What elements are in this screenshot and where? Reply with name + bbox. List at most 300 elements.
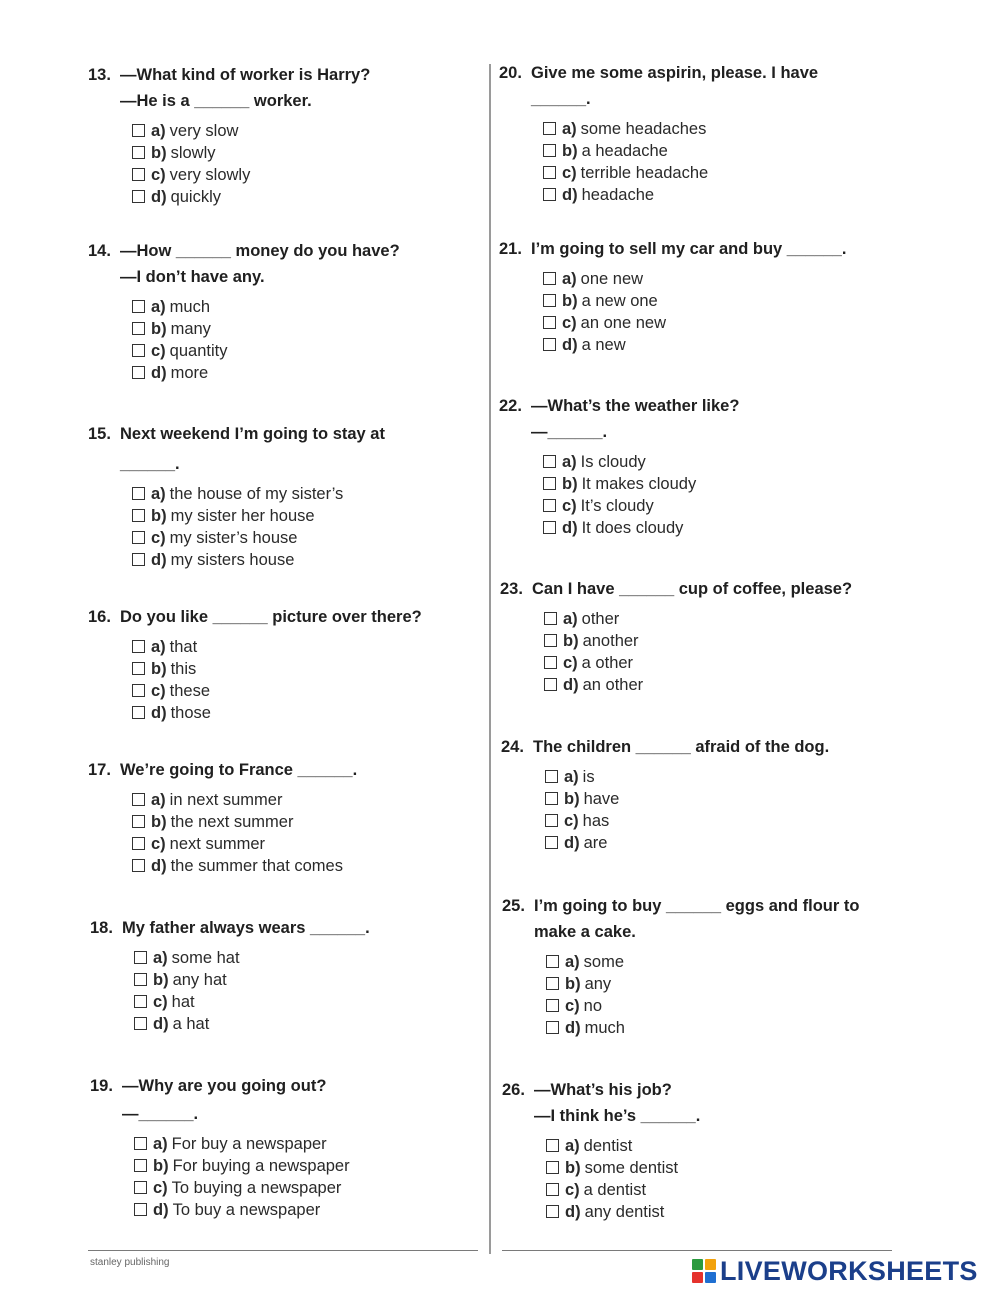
option-text: those: [170, 704, 211, 722]
option-c[interactable]: [132, 164, 370, 186]
question-text: ______.: [120, 455, 180, 473]
question-17: [88, 757, 357, 877]
checkbox-icon[interactable]: [546, 977, 559, 990]
option-letter: a): [153, 949, 168, 967]
checkbox-icon[interactable]: [132, 793, 145, 806]
checkbox-icon[interactable]: [132, 322, 145, 335]
question-text: Do you like ______ picture over there?: [120, 608, 422, 626]
liveworksheets-wordmark: LIVEWORKSHEETS: [720, 1255, 978, 1286]
checkbox-icon[interactable]: [543, 455, 556, 468]
question-number: 24.: [501, 738, 524, 756]
option-a[interactable]: [132, 296, 400, 318]
option-letter: b): [153, 1157, 169, 1175]
option-text: any: [584, 975, 612, 993]
option-c[interactable]: [546, 995, 859, 1017]
option-text: no: [583, 997, 603, 1015]
question-text: make a cake.: [534, 923, 636, 941]
option-a[interactable]: [546, 1135, 700, 1157]
options-list: [543, 268, 846, 356]
option-text: any dentist: [584, 1203, 665, 1221]
checkbox-icon[interactable]: [132, 662, 145, 675]
option-letter: b): [151, 320, 167, 338]
question-text: —I don’t have any.: [120, 268, 265, 286]
option-text: hat: [171, 993, 195, 1011]
options-list: [543, 118, 818, 206]
checkbox-icon[interactable]: [545, 792, 558, 805]
option-text: much: [584, 1019, 625, 1037]
option-text: the next summer: [170, 813, 294, 831]
option-text: next summer: [169, 835, 266, 853]
option-letter: a): [564, 768, 579, 786]
option-text: quickly: [170, 188, 222, 206]
options-list: [546, 1135, 700, 1223]
checkbox-icon[interactable]: [546, 1021, 559, 1034]
option-b[interactable]: [543, 290, 846, 312]
option-text: some: [583, 953, 625, 971]
option-a[interactable]: [546, 951, 859, 973]
option-text: these: [169, 682, 211, 700]
option-text: some hat: [171, 949, 240, 967]
option-text: have: [583, 790, 620, 808]
checkbox-icon[interactable]: [132, 300, 145, 313]
option-d[interactable]: [132, 549, 385, 571]
option-d[interactable]: [546, 1017, 859, 1039]
options-list: [132, 296, 400, 384]
option-letter: a): [151, 485, 166, 503]
option-letter: d): [151, 551, 167, 569]
liveworksheets-logo[interactable]: [692, 1253, 978, 1289]
checkbox-icon[interactable]: [134, 1137, 147, 1150]
option-letter: c): [565, 997, 580, 1015]
checkbox-icon[interactable]: [544, 612, 557, 625]
question-number: 22.: [499, 397, 522, 415]
option-text: my sister her house: [170, 507, 315, 525]
option-letter: a): [151, 791, 166, 809]
checkbox-icon[interactable]: [132, 344, 145, 357]
question-text: —______.: [122, 1105, 199, 1123]
option-d[interactable]: [545, 832, 829, 854]
checkbox-icon[interactable]: [132, 487, 145, 500]
option-letter: b): [153, 971, 169, 989]
question-number: 20.: [499, 64, 522, 82]
option-b[interactable]: [132, 658, 422, 680]
option-letter: c): [151, 835, 166, 853]
checkbox-icon[interactable]: [546, 955, 559, 968]
option-text: some headaches: [580, 120, 707, 138]
option-letter: c): [151, 529, 166, 547]
option-text: this: [170, 660, 197, 678]
question-text: I’m going to sell my car and buy ______.: [531, 240, 847, 258]
option-text: other: [581, 610, 620, 628]
question-text: ______.: [531, 90, 591, 108]
checkbox-icon[interactable]: [543, 499, 556, 512]
option-text: For buy a newspaper: [171, 1135, 327, 1153]
option-text: that: [169, 638, 198, 656]
question-line: [499, 419, 739, 445]
option-text: It’s cloudy: [580, 497, 654, 515]
liveworksheets-logo-icon: [692, 1259, 716, 1283]
checkbox-icon[interactable]: [545, 814, 558, 827]
option-text: a other: [581, 654, 634, 672]
checkbox-icon[interactable]: [543, 188, 556, 201]
option-b[interactable]: [543, 473, 739, 495]
checkbox-icon[interactable]: [546, 999, 559, 1012]
option-text: headache: [581, 186, 655, 204]
question-text: Can I have ______ cup of coffee, please?: [532, 580, 853, 598]
question-number: 17.: [88, 761, 111, 779]
checkbox-icon[interactable]: [134, 1203, 147, 1216]
question-24: [501, 734, 829, 854]
option-d[interactable]: [132, 702, 422, 724]
option-text: are: [583, 834, 608, 852]
option-letter: b): [564, 790, 580, 808]
option-letter: b): [562, 475, 578, 493]
option-c[interactable]: [544, 652, 852, 674]
option-letter: a): [565, 953, 580, 971]
options-list: [543, 451, 739, 539]
checkbox-icon[interactable]: [132, 146, 145, 159]
option-a[interactable]: [543, 268, 846, 290]
question-number: 19.: [90, 1077, 113, 1095]
checkbox-icon[interactable]: [132, 531, 145, 544]
question-line: [90, 1101, 350, 1127]
checkbox-icon[interactable]: [546, 1183, 559, 1196]
question-text: —What kind of worker is Harry?: [120, 66, 371, 84]
options-list: [544, 608, 852, 696]
question-number: 15.: [88, 425, 111, 443]
option-a[interactable]: [544, 608, 852, 630]
question-number: 23.: [500, 580, 523, 598]
option-d[interactable]: [544, 674, 852, 696]
option-letter: a): [151, 638, 166, 656]
option-text: It makes cloudy: [581, 475, 697, 493]
option-c[interactable]: [543, 312, 846, 334]
checkbox-icon[interactable]: [545, 836, 558, 849]
question-21: [499, 236, 846, 356]
option-text: more: [170, 364, 209, 382]
option-text: Is cloudy: [580, 453, 646, 471]
question-line: [499, 393, 739, 419]
question-line: [502, 919, 859, 945]
option-text: the summer that comes: [170, 857, 343, 875]
question-line: [88, 604, 422, 630]
option-text: an other: [582, 676, 644, 694]
option-b[interactable]: [132, 811, 357, 833]
publisher-credit: stanley publishing: [90, 1257, 170, 1268]
question-line: [88, 451, 385, 477]
options-list: [545, 766, 829, 854]
option-c[interactable]: [134, 991, 370, 1013]
option-c[interactable]: [132, 527, 385, 549]
checkbox-icon[interactable]: [132, 837, 145, 850]
option-text: some dentist: [584, 1159, 679, 1177]
checkbox-icon[interactable]: [546, 1161, 559, 1174]
option-d[interactable]: [543, 184, 818, 206]
option-letter: c): [562, 314, 577, 332]
option-text: an one new: [580, 314, 666, 332]
option-letter: c): [153, 993, 168, 1011]
option-b[interactable]: [134, 969, 370, 991]
checkbox-icon[interactable]: [544, 634, 557, 647]
option-text: a new: [581, 336, 626, 354]
checkbox-icon[interactable]: [132, 190, 145, 203]
option-letter: a): [562, 453, 577, 471]
question-line: [500, 576, 852, 602]
option-b[interactable]: [546, 1157, 700, 1179]
option-letter: d): [153, 1201, 169, 1219]
option-text: a headache: [581, 142, 668, 160]
option-d[interactable]: [134, 1013, 370, 1035]
option-letter: a): [153, 1135, 168, 1153]
checkbox-icon[interactable]: [134, 973, 147, 986]
question-19: [90, 1073, 350, 1221]
question-number: 13.: [88, 66, 111, 84]
option-b[interactable]: [132, 142, 370, 164]
option-d[interactable]: [546, 1201, 700, 1223]
checkbox-icon[interactable]: [132, 684, 145, 697]
checkbox-icon[interactable]: [543, 144, 556, 157]
option-c[interactable]: [132, 680, 422, 702]
checkbox-icon[interactable]: [543, 316, 556, 329]
option-letter: d): [151, 364, 167, 382]
option-letter: c): [563, 654, 578, 672]
checkbox-icon[interactable]: [543, 521, 556, 534]
option-a[interactable]: [543, 118, 818, 140]
option-letter: d): [562, 336, 578, 354]
question-line: [88, 88, 370, 114]
option-text: very slowly: [169, 166, 251, 184]
checkbox-icon[interactable]: [132, 640, 145, 653]
option-d[interactable]: [132, 855, 357, 877]
option-letter: d): [563, 676, 579, 694]
options-list: [134, 1133, 350, 1221]
question-text: —What’s his job?: [534, 1081, 672, 1099]
option-text: another: [582, 632, 639, 650]
option-text: For buying a newspaper: [172, 1157, 350, 1175]
checkbox-icon[interactable]: [132, 859, 145, 872]
option-text: has: [582, 812, 610, 830]
option-letter: a): [562, 270, 577, 288]
checkbox-icon[interactable]: [134, 1181, 147, 1194]
checkbox-icon[interactable]: [543, 166, 556, 179]
options-list: [132, 483, 385, 571]
option-letter: b): [563, 632, 579, 650]
question-number: 18.: [90, 919, 113, 937]
question-text: —______.: [531, 423, 608, 441]
checkbox-icon[interactable]: [134, 995, 147, 1008]
option-letter: d): [151, 857, 167, 875]
option-text: in next summer: [169, 791, 283, 809]
question-23: [500, 576, 852, 696]
option-d[interactable]: [543, 517, 739, 539]
logo-square-icon: [705, 1272, 716, 1283]
option-letter: c): [562, 164, 577, 182]
option-b[interactable]: [543, 140, 818, 162]
option-letter: a): [562, 120, 577, 138]
footer-rule-right: [502, 1250, 892, 1251]
option-c[interactable]: [546, 1179, 700, 1201]
option-text: It does cloudy: [581, 519, 684, 537]
option-d[interactable]: [543, 334, 846, 356]
option-c[interactable]: [134, 1177, 350, 1199]
option-letter: c): [151, 682, 166, 700]
option-letter: d): [153, 1015, 169, 1033]
question-line: [502, 1077, 700, 1103]
option-a[interactable]: [132, 789, 357, 811]
checkbox-icon[interactable]: [543, 338, 556, 351]
question-text: I’m going to buy ______ eggs and flour to: [534, 897, 860, 915]
option-text: terrible headache: [580, 164, 709, 182]
question-text: Next weekend I’m going to stay at: [120, 425, 385, 443]
option-b[interactable]: [132, 505, 385, 527]
option-letter: a): [151, 298, 166, 316]
option-letter: b): [565, 1159, 581, 1177]
option-a[interactable]: [132, 120, 370, 142]
option-text: To buying a newspaper: [171, 1179, 342, 1197]
option-letter: d): [562, 519, 578, 537]
question-line: [502, 1103, 700, 1129]
option-b[interactable]: [134, 1155, 350, 1177]
option-letter: b): [151, 813, 167, 831]
checkbox-icon[interactable]: [132, 553, 145, 566]
question-number: 21.: [499, 240, 522, 258]
checkbox-icon[interactable]: [132, 815, 145, 828]
option-text: a new one: [581, 292, 658, 310]
question-text: We’re going to France ______.: [120, 761, 358, 779]
option-d[interactable]: [132, 186, 370, 208]
logo-square-icon: [692, 1259, 703, 1270]
option-b[interactable]: [546, 973, 859, 995]
question-line: [502, 893, 859, 919]
option-letter: d): [565, 1203, 581, 1221]
option-text: my sisters house: [170, 551, 295, 569]
option-text: is: [582, 768, 595, 786]
option-d[interactable]: [132, 362, 400, 384]
checkbox-icon[interactable]: [134, 1159, 147, 1172]
options-list: [132, 636, 422, 724]
checkbox-icon[interactable]: [543, 122, 556, 135]
question-18: [90, 915, 370, 1035]
question-16: [88, 604, 422, 724]
checkbox-icon[interactable]: [543, 272, 556, 285]
question-number: 14.: [88, 242, 111, 260]
option-letter: d): [562, 186, 578, 204]
question-26: [502, 1077, 700, 1223]
option-letter: d): [151, 704, 167, 722]
question-14: [88, 238, 400, 384]
option-letter: c): [153, 1179, 168, 1197]
option-letter: c): [565, 1181, 580, 1199]
checkbox-icon[interactable]: [544, 678, 557, 691]
option-text: quantity: [169, 342, 228, 360]
option-text: the house of my sister’s: [169, 485, 344, 503]
question-number: 26.: [502, 1081, 525, 1099]
option-b[interactable]: [544, 630, 852, 652]
checkbox-icon[interactable]: [132, 706, 145, 719]
option-c[interactable]: [132, 340, 400, 362]
question-text: Give me some aspirin, please. I have: [531, 64, 819, 82]
question-text: —Why are you going out?: [122, 1077, 327, 1095]
option-letter: c): [564, 812, 579, 830]
option-letter: d): [151, 188, 167, 206]
question-text: —He is a ______ worker.: [120, 92, 312, 110]
option-a[interactable]: [132, 636, 422, 658]
option-c[interactable]: [132, 833, 357, 855]
option-c[interactable]: [543, 162, 818, 184]
option-text: To buy a newspaper: [172, 1201, 321, 1219]
footer-rule-left: [88, 1250, 478, 1251]
options-list: [134, 947, 370, 1035]
option-letter: b): [562, 142, 578, 160]
checkbox-icon[interactable]: [132, 366, 145, 379]
column-divider: [489, 64, 491, 1254]
option-text: a hat: [172, 1015, 210, 1033]
option-text: a dentist: [583, 1181, 647, 1199]
option-text: many: [170, 320, 211, 338]
option-letter: b): [151, 660, 167, 678]
option-d[interactable]: [134, 1199, 350, 1221]
checkbox-icon[interactable]: [132, 168, 145, 181]
checkbox-icon[interactable]: [132, 124, 145, 137]
checkbox-icon[interactable]: [546, 1139, 559, 1152]
options-list: [132, 789, 357, 877]
option-letter: d): [564, 834, 580, 852]
question-line: [90, 915, 370, 941]
option-letter: c): [151, 166, 166, 184]
option-a[interactable]: [545, 766, 829, 788]
option-text: very slow: [169, 122, 239, 140]
checkbox-icon[interactable]: [544, 656, 557, 669]
option-letter: a): [563, 610, 578, 628]
option-letter: c): [562, 497, 577, 515]
option-text: much: [169, 298, 211, 316]
option-text: slowly: [170, 144, 216, 162]
question-line: [88, 264, 400, 290]
option-letter: b): [565, 975, 581, 993]
question-line: [88, 757, 357, 783]
checkbox-icon[interactable]: [134, 951, 147, 964]
question-text: My father always wears ______.: [122, 919, 370, 937]
option-text: one new: [580, 270, 644, 288]
checkbox-icon[interactable]: [132, 509, 145, 522]
options-list: [546, 951, 859, 1039]
checkbox-icon[interactable]: [134, 1017, 147, 1030]
checkbox-icon[interactable]: [546, 1205, 559, 1218]
question-number: 16.: [88, 608, 111, 626]
option-c[interactable]: [545, 810, 829, 832]
option-a[interactable]: [134, 1133, 350, 1155]
logo-square-icon: [705, 1259, 716, 1270]
option-b[interactable]: [545, 788, 829, 810]
question-line: [501, 734, 829, 760]
question-text: —How ______ money do you have?: [120, 242, 400, 260]
checkbox-icon[interactable]: [543, 294, 556, 307]
checkbox-icon[interactable]: [545, 770, 558, 783]
option-c[interactable]: [543, 495, 739, 517]
option-letter: d): [565, 1019, 581, 1037]
question-line: [88, 62, 370, 88]
option-b[interactable]: [132, 318, 400, 340]
question-20: [499, 60, 818, 206]
option-a[interactable]: [543, 451, 739, 473]
options-list: [132, 120, 370, 208]
option-a[interactable]: [132, 483, 385, 505]
question-line: [499, 60, 818, 86]
checkbox-icon[interactable]: [543, 477, 556, 490]
option-letter: a): [151, 122, 166, 140]
option-text: dentist: [583, 1137, 633, 1155]
option-a[interactable]: [134, 947, 370, 969]
